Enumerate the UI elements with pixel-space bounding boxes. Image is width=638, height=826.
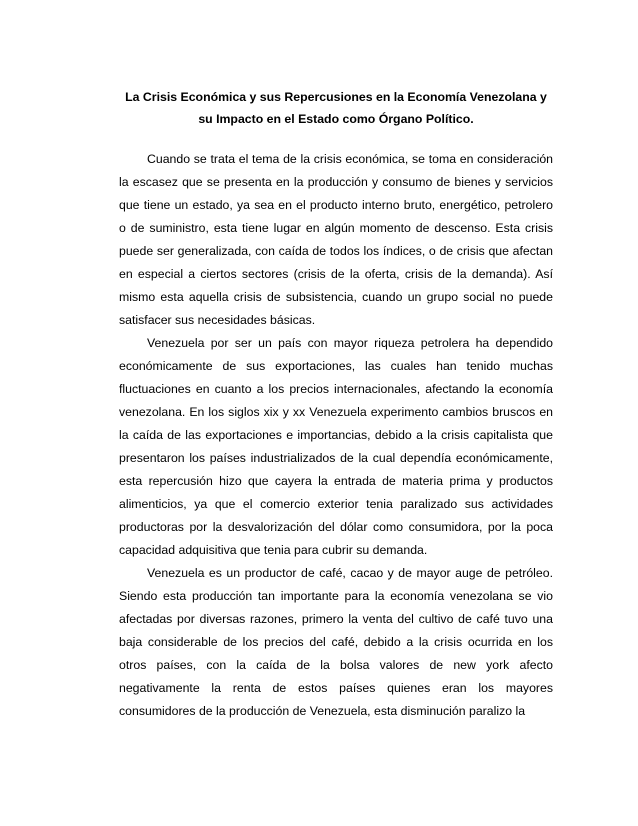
document-title: [119, 86, 553, 130]
document-page: [119, 86, 553, 723]
paragraph: Venezuela es un productor de café, cacao y de mayor auge de petróleo. Siendo esta producción tan importante para la economía venezolana se vio afectadas por diversas razones, primero la venta del cultivo de café tuvo una baja considerable de los precios del café, debido a la crisis ocurrida en los otros países, con la caída de la bolsa valores de new york afecto negativamente la renta de estos países quienes eran los mayores consumidores de la producción de Venezuela, esta disminución paralizo la: [119, 566, 553, 718]
paragraph: Venezuela por ser un país con mayor riqueza petrolera ha dependido económicamente de sus exportaciones, las cuales han tenido muchas fluctuaciones en cuanto a los precios internacionales, afectando la economía venezolana. En los siglos xix y xx Venezuela experimento cambios bruscos en la caída de las exportaciones e importancias, debido a la crisis capitalista que presentaron los países industrializados de la cual dependía económicamente, esta repercusión hizo que cayera la entrada de materia prima y productos alimenticios, ya que el comercio exterior tenia paralizado sus actividades productoras por la desvalorización del dólar como consumidora, por la poca capacidad adquisitiva que tenia para cubrir su demanda.: [119, 336, 553, 557]
title-line-2: su Impacto en el Estado como Órgano Político.: [198, 112, 474, 126]
title-line-1: La Crisis Económica y sus Repercusiones en la Economía Venezolana y: [125, 90, 547, 104]
paragraph: Cuando se trata el tema de la crisis económica, se toma en consideración la escasez que se presenta en la producción y consumo de bienes y servicios que tiene un estado, ya sea en el producto interno bruto, energético, petrolero o de suministro, esta tiene lugar en algún momento de descenso. Esta crisis puede ser generalizada, con caída de todos los índices, o de crisis que afectan en especial a ciertos sectores (crisis de la oferta, crisis de la demanda). Así mismo esta aquella crisis de subsistencia, cuando un grupo social no puede satisfacer sus necesidades básicas.: [119, 152, 553, 327]
